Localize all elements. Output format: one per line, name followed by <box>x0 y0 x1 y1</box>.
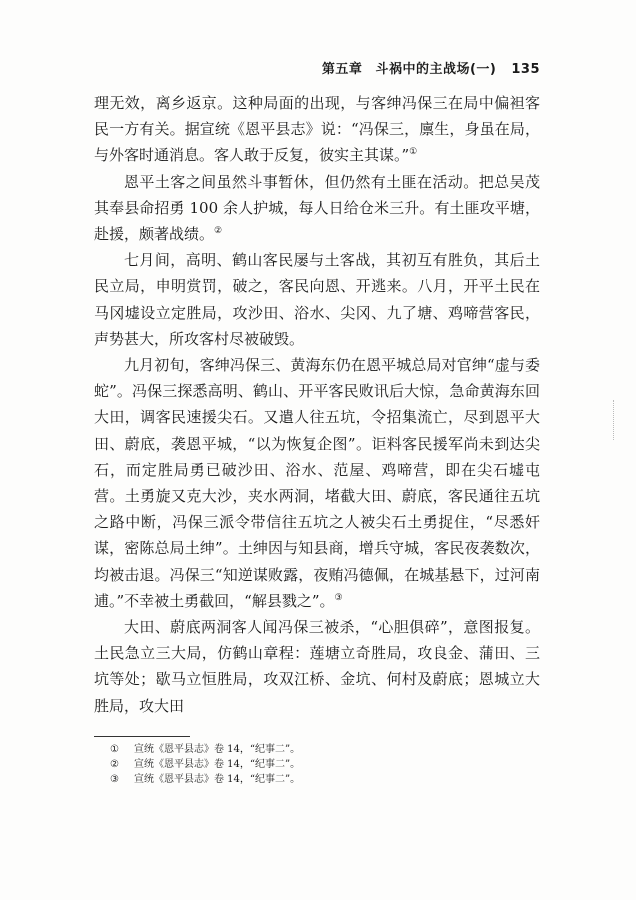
chapter-title: 斗祸中的主战场(一) <box>375 62 497 77</box>
body-text <box>94 90 540 719</box>
footnote-marker: ③ <box>110 774 119 785</box>
paragraph-4 <box>94 352 540 614</box>
paragraph-2 <box>94 169 540 248</box>
paragraph-text: 九月初旬，客绅冯保三、黄海东仍在恩平城总局对官绅“虚与委蛇”。冯保三探悉高明、鹤山、开平客民败讯后大惊，急命黄海东回大田，调客民速援尖石。又遣人往五坑，令招集流亡，尽到恩平大田、蔚底，袭恩平城，“以为恢复企图”。讵料客民援军尚未到达尖石，而定胜局勇已破沙田、浴水、范屋、鸡啼营，即在尖石墟屯营。土勇旋又克大沙，夹水两洞，堵截大田、蔚底，客民通往五坑之路中断，冯保三派令带信往五坑之人被尖石土勇捉住，“尽悉奸谋，密陈总局土绅”。土绅因与知县商，增兵守城，客民夜袭数次，均被击退。冯保三“知逆谋败露，夜贿冯德佩，在城基悬下，过河南逋。”不幸被土勇截回，“解县戮之”。 <box>94 356 540 610</box>
paragraph-3 <box>94 247 540 352</box>
chapter-label: 第五章 <box>321 62 363 77</box>
footnote-marker: ② <box>110 759 119 770</box>
footnote-text: 宣统《恩平县志》卷 14，“纪事二”。 <box>134 774 301 785</box>
paragraph-text: 大田、蔚底两洞客人闻冯保三被杀，“心胆俱碎”，意图报复。土民急立三大局，仿鹤山章程：莲塘立奇胜局，攻良金、蒲田、三坑等处；歇马立恒胜局，攻双江桥、金坑、何村及蔚底；恩城立大胜局，攻大田 <box>94 618 540 715</box>
footnotes <box>110 742 510 787</box>
paragraph-text: 七月间，高明、鹤山客民屡与土客战，其初互有胜负，其后土民立局，申明赏罚，破之，客民向恩、开逃来。八月，开平土民在马冈墟设立定胜局，攻沙田、浴水、尖冈、九了塘、鸡啼营客民，声势甚大，所攻客村尽被破毁。 <box>94 251 540 348</box>
footnote-divider <box>94 736 190 737</box>
footnote-1 <box>110 742 510 757</box>
paragraph-1 <box>94 90 540 169</box>
running-header <box>300 58 540 77</box>
footnote-2 <box>110 757 510 772</box>
page-number: 135 <box>511 62 540 77</box>
paragraph-text: 恩平土客之间虽然斗事暂休，但仍然有土匪在活动。把总吴茂其奉县命招勇 100 余人护城，每人日给仓米三升。有土匪攻平塘，赴援，颇著战绩。 <box>94 172 540 244</box>
scan-edge-marks <box>613 400 618 440</box>
footnote-marker: ① <box>110 744 119 755</box>
footnote-ref: ③ <box>334 592 343 603</box>
footnote-ref: ① <box>409 147 418 158</box>
footnote-text: 宣统《恩平县志》卷 14，“纪事二”。 <box>134 759 301 770</box>
footnote-text: 宣统《恩平县志》卷 14，“纪事二”。 <box>134 744 301 755</box>
paragraph-5 <box>94 614 540 719</box>
paragraph-text: 理无效，离乡返京。这种局面的出现，与客绅冯保三在局中偏袒客民一方有关。据宣统《恩平县志》说：“冯保三，廪生，身虽在局，与外客时通消息。客人敢于反复，彼实主其谋。” <box>94 94 540 165</box>
footnote-ref: ② <box>214 226 223 237</box>
footnote-3 <box>110 772 510 787</box>
